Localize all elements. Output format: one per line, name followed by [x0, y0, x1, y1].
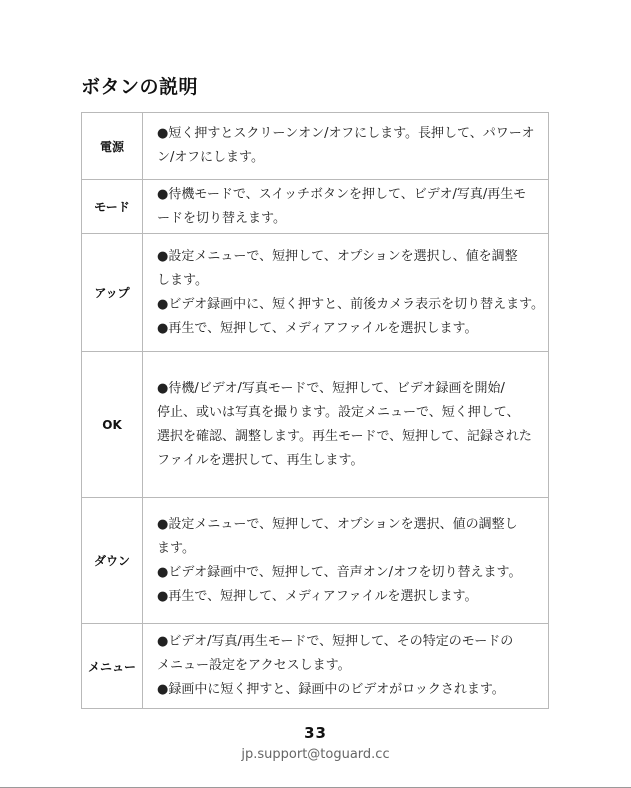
description-line: ●再生で、短押して、メディアファイルを選択します。 [157, 320, 478, 336]
description-line: ●設定メニューで、短押して、オプションを選択し、値を調整 [157, 248, 518, 264]
button-name-down: ダウン [82, 498, 143, 624]
description-line: ●短く押すとスクリーンオン/オフにします。長押して、パワーオ [157, 126, 535, 141]
button-name-menu: メニュー [82, 624, 143, 709]
button-name-up: アップ [82, 234, 143, 352]
description-line: ●ビデオ録画中で、短押して、音声オン/オフを切り替えます。 [157, 564, 522, 580]
button-description-power [143, 113, 549, 180]
description-line: ●待機モードで、スイッチボタンを押して、ビデオ/写真/再生モ [157, 186, 527, 202]
page-number: 33 [304, 724, 327, 742]
description-line: ードを切り替えます。 [157, 210, 286, 226]
description-line: ●ビデオ録画中に、短く押すと、前後カメラ表示を切り替えます。 [157, 296, 545, 312]
description-line: 選択を確認、調整します。再生モードで、短押して、記録された [157, 428, 532, 444]
button-description-down [143, 498, 549, 624]
table-row [82, 113, 549, 180]
support-email: jp.support@toguard.cc [241, 747, 390, 762]
description-line: メニュー設定をアクセスします。 [157, 658, 351, 673]
table-row [82, 180, 549, 234]
button-name-mode: モード [82, 180, 143, 234]
description-line: します。 [157, 272, 208, 288]
description-line: ●待機/ビデオ/写真モードで、短押して、ビデオ録画を開始/ [157, 380, 505, 396]
description-line: 停止、或いは写真を撮ります。設定メニューで、短く押して、 [157, 404, 520, 420]
button-description-ok [143, 352, 549, 498]
description-line: ます。 [157, 540, 195, 556]
description-line: ●ビデオ/写真/再生モードで、短押して、その特定のモードの [157, 634, 514, 649]
description-line: ●録画中に短く押すと、録画中のビデオがロックされます。 [157, 682, 505, 697]
button-name-ok: OK [82, 352, 143, 498]
button-description-mode [143, 180, 549, 234]
table-row [82, 352, 549, 498]
button-description-table [81, 112, 549, 709]
table-row [82, 498, 549, 624]
table-row [82, 624, 549, 709]
description-line: ●再生で、短押して、メディアファイルを選択します。 [157, 588, 478, 604]
description-line: ン/オフにします。 [157, 150, 264, 165]
page-title: ボタンの説明 [81, 76, 199, 98]
button-description-menu [143, 624, 549, 709]
button-description-up [143, 234, 549, 352]
table-row [82, 234, 549, 352]
description-line: ファイルを選択して、再生します。 [157, 452, 364, 468]
button-name-power: 電源 [82, 113, 143, 180]
description-line: ●設定メニューで、短押して、オプションを選択、値の調整し [157, 516, 518, 532]
